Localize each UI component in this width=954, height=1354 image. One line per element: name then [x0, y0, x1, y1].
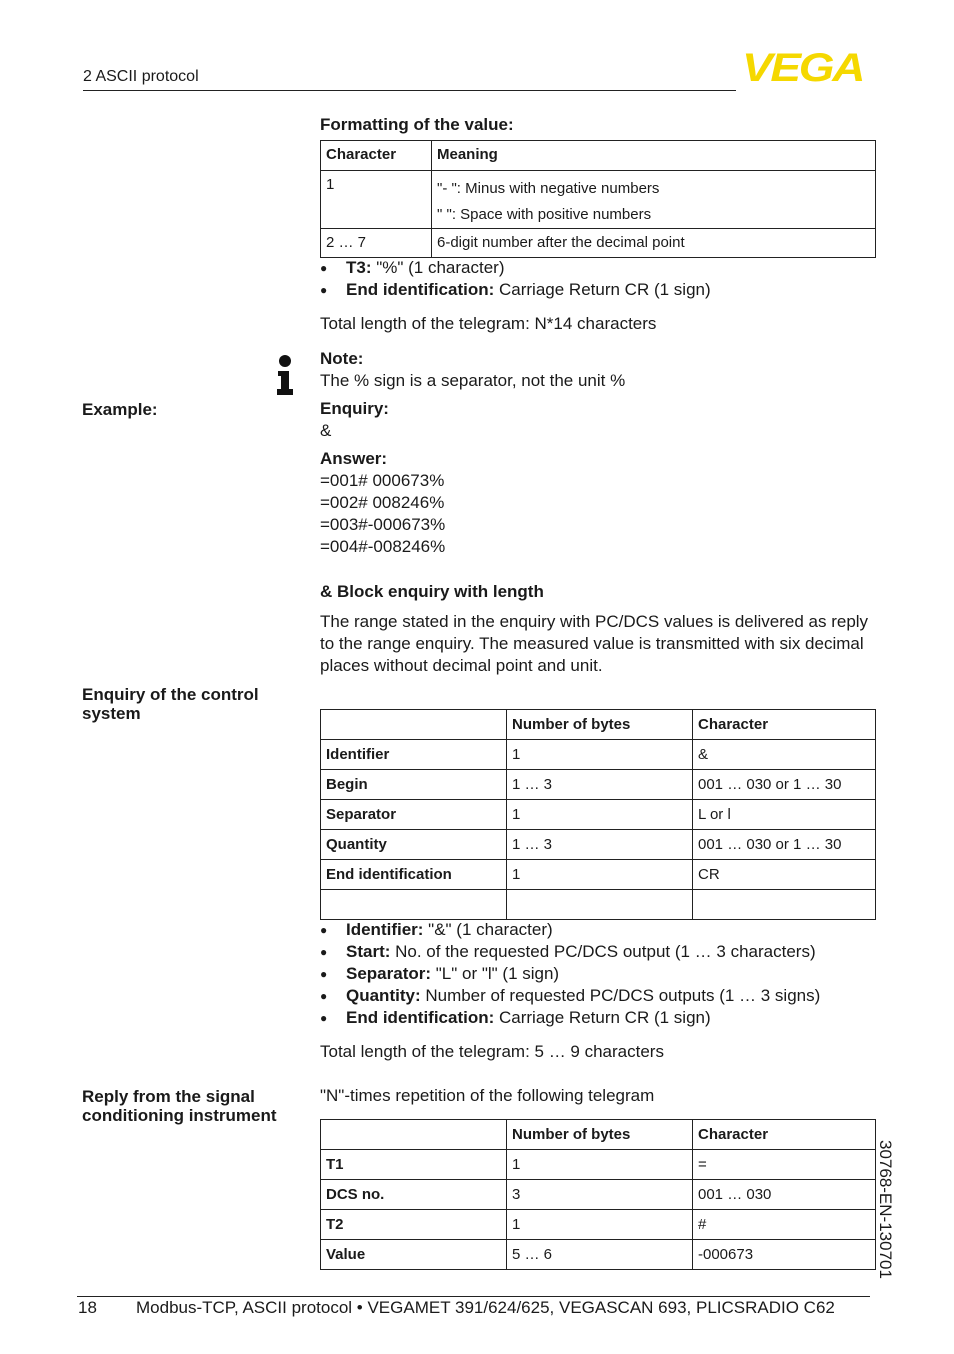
- table-cell: T2: [321, 1210, 507, 1240]
- footer-title: Modbus-TCP, ASCII protocol • VEGAMET 391/624/625, VEGASCAN 693, PLICSRADIO C62: [136, 1298, 835, 1317]
- bullet-label: Quantity:: [346, 986, 421, 1005]
- table-cell: 001 … 030: [693, 1180, 876, 1210]
- answer-lines: [320, 470, 445, 558]
- table-cell: &: [693, 740, 876, 770]
- answer-title: Answer:: [320, 449, 388, 468]
- table-row: [321, 770, 876, 800]
- answer-line: =002# 008246%: [320, 493, 445, 512]
- table-header: Number of bytes: [507, 710, 693, 740]
- section-text: The range stated in the enquiry with PC/DCS values is delivered as reply to the range enquiry. The measured value is transmitted with six decimal places without decimal point and unit.: [320, 612, 869, 675]
- bullet-item: [320, 257, 711, 279]
- info-icon: [276, 354, 294, 396]
- table-row: [321, 1210, 876, 1240]
- bullet-item: [320, 963, 820, 985]
- section-header: 2 ASCII protocol: [83, 68, 199, 85]
- table-cell: 1: [507, 1150, 693, 1180]
- enquiry-value: &: [320, 421, 332, 440]
- section-title: & Block enquiry with length: [320, 582, 544, 601]
- answer-line: =003#-000673%: [320, 515, 446, 534]
- bullet-text: Carriage Return CR (1 sign): [494, 1008, 711, 1027]
- table-cell: 2 … 7: [321, 229, 432, 258]
- table-cell: Identifier: [321, 740, 507, 770]
- total-length: Total length of the telegram: N*14 characters: [320, 314, 657, 333]
- total-length: Total length of the telegram: 5 … 9 characters: [320, 1042, 664, 1061]
- bullet-text: "L" or "l" (1 sign): [431, 964, 560, 983]
- table-cell: 5 … 6: [507, 1240, 693, 1270]
- bullet-text: No. of the requested PC/DCS output (1 … 3 characters): [390, 942, 816, 961]
- answer-line: =004#-008246%: [320, 537, 446, 556]
- table-cell: 001 … 030 or 1 … 30: [693, 770, 876, 800]
- example-label: Example:: [82, 400, 158, 419]
- table-cell: 1: [507, 860, 693, 890]
- vega-logo: VEGA: [742, 46, 864, 90]
- table-cell: 3: [507, 1180, 693, 1210]
- table-row: [321, 890, 876, 920]
- table-cell: 1 … 3: [507, 770, 693, 800]
- table-cell: 6-digit number after the decimal point: [432, 229, 876, 258]
- bullet-text: "%" (1 character): [371, 258, 505, 277]
- formatting-table: [320, 140, 876, 258]
- bullet-label: End identification:: [346, 280, 495, 299]
- bullet-item: [320, 985, 820, 1007]
- table-cell: T1: [321, 1150, 507, 1180]
- cell-line: " ": Space with positive numbers: [437, 206, 652, 223]
- bullet-text: Number of requested PC/DCS outputs (1 … 3 signs): [420, 986, 821, 1005]
- bullet-label: T3:: [346, 258, 372, 277]
- bullet-item: [320, 1007, 820, 1029]
- table-header: [321, 1120, 507, 1150]
- table-header: Meaning: [432, 141, 876, 171]
- table-row: [321, 1150, 876, 1180]
- table-cell: Begin: [321, 770, 507, 800]
- bullet-label: Identifier:: [346, 920, 424, 939]
- answer-line: =001# 000673%: [320, 471, 445, 490]
- table-cell: =: [693, 1150, 876, 1180]
- bullet-list: [320, 257, 711, 301]
- table-cell: [693, 890, 876, 920]
- bullet-text: "&" (1 character): [423, 920, 553, 939]
- table-row: [321, 1180, 876, 1210]
- table-cell: End identification: [321, 860, 507, 890]
- table-cell: L or l: [693, 800, 876, 830]
- bullet-label: Separator:: [346, 964, 432, 983]
- table-cell: -000673: [693, 1240, 876, 1270]
- table-row: [321, 740, 876, 770]
- table-cell: [321, 890, 507, 920]
- table-cell: CR: [693, 860, 876, 890]
- footer-divider: [77, 1296, 870, 1297]
- bullet-item: [320, 279, 711, 301]
- table-cell: #: [693, 1210, 876, 1240]
- bullet-item: [320, 919, 820, 941]
- table-cell: 1 … 3: [507, 830, 693, 860]
- table-header: Number of bytes: [507, 1120, 693, 1150]
- note-text: The % sign is a separator, not the unit %: [320, 371, 626, 390]
- table-header: Character: [321, 141, 432, 171]
- table-header: Character: [693, 1120, 876, 1150]
- table-header: Character: [693, 710, 876, 740]
- reply-text: "N"-times repetition of the following telegram: [320, 1086, 655, 1105]
- bullet-item: [320, 941, 820, 963]
- table-cell: 1: [507, 740, 693, 770]
- bullet-label: End identification:: [346, 1008, 495, 1027]
- table-row: [321, 830, 876, 860]
- table-row: [321, 860, 876, 890]
- reply-table: [320, 1119, 876, 1270]
- cell-line: "- ": Minus with negative numbers: [437, 180, 660, 197]
- table-cell: 1: [507, 1210, 693, 1240]
- enquiry-label: Enquiry of the control system: [82, 685, 259, 723]
- bullet-list: [320, 919, 820, 1029]
- table-row: [321, 800, 876, 830]
- table-cell: 1: [321, 171, 432, 229]
- enquiry-title: Enquiry:: [320, 399, 389, 418]
- document-id: 30768-EN-130701: [876, 1140, 895, 1279]
- table-cell: 001 … 030 or 1 … 30: [693, 830, 876, 860]
- bullet-text: Carriage Return CR (1 sign): [494, 280, 711, 299]
- table-cell: 1: [507, 800, 693, 830]
- bullet-label: Start:: [346, 942, 391, 961]
- reply-label: Reply from the signal conditioning instrument: [82, 1087, 277, 1125]
- table-cell: DCS no.: [321, 1180, 507, 1210]
- enquiry-table: [320, 709, 876, 920]
- table-header: [321, 710, 507, 740]
- note-title: Note:: [320, 349, 364, 368]
- header-divider: [83, 90, 736, 91]
- table-cell: [432, 171, 876, 229]
- table-cell: Quantity: [321, 830, 507, 860]
- table-cell: Value: [321, 1240, 507, 1270]
- formatting-title: Formatting of the value:: [320, 115, 514, 134]
- table-cell: Separator: [321, 800, 507, 830]
- page-number: 18: [78, 1298, 97, 1317]
- table-row: [321, 1240, 876, 1270]
- table-cell: [507, 890, 693, 920]
